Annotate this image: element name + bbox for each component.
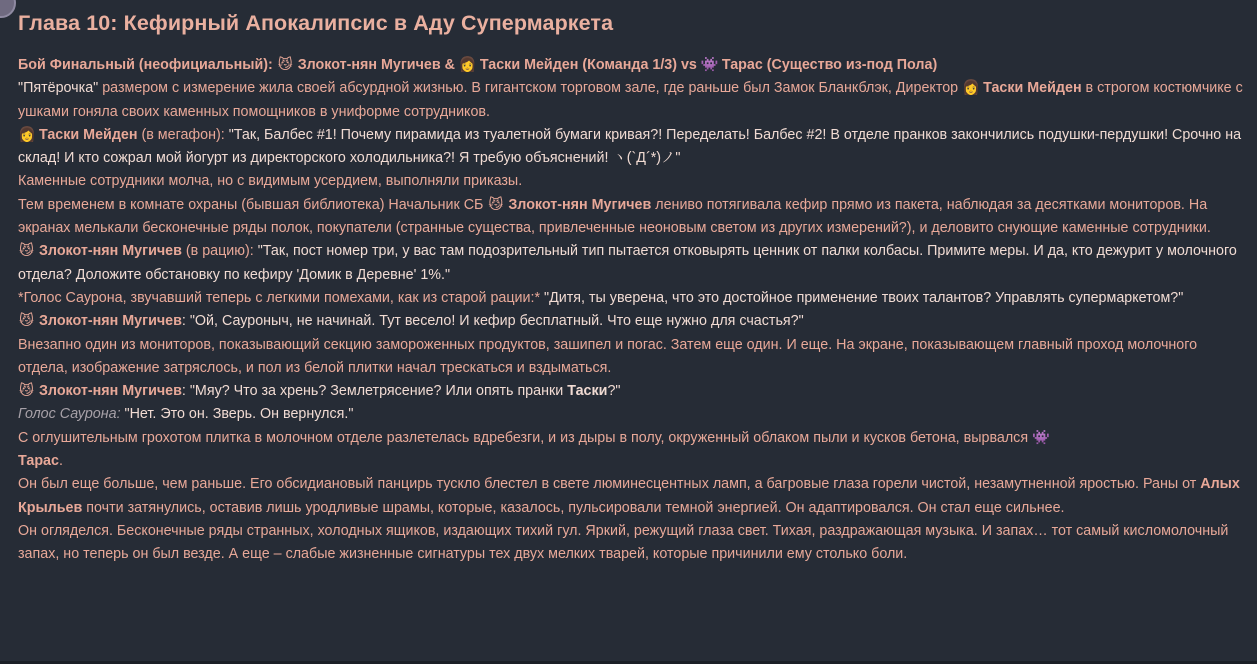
name-scarlet-wings: Алых Крыльев xyxy=(18,476,1240,516)
fighter-taski: Таски Мейден (Команда 1/3) vs xyxy=(475,57,701,73)
chat-message xyxy=(18,6,1243,567)
battle-line xyxy=(18,54,1243,77)
dialogue-quote: "Дитя, ты уверена, что это достойное применение твоих талантов? Управлять супермаркетом?" xyxy=(544,289,1184,306)
cat-emoji-icon: 😼 xyxy=(19,313,34,330)
chapter-title: Глава 10: Кефирный Апокалипсис в Аду Супермаркета xyxy=(18,11,614,35)
separator: : xyxy=(181,313,190,330)
paragraph-text: размером с измерение жила своей абсурдной жизнью. В гигантском торговом зале, где раньше был Замок Бланкблэк, Директор xyxy=(98,80,963,97)
name-taras: Тарас xyxy=(18,453,59,470)
lady-emoji-icon: 👩 xyxy=(962,80,980,97)
paragraph-text: С оглушительным грохотом плитка в молочном отделе разлетелась вдребезги, и из дыры в полу, окруженный облаком пыли и кусков бетона, вырвался xyxy=(18,429,1033,446)
sauron-intro: *Голос Саурона, звучавший теперь с легкими помехами, как из старой рации:* xyxy=(18,289,545,306)
battle-label: Бой Финальный (неофициальный): xyxy=(18,57,277,73)
dialogue-quote: "Так, Балбес #1! Почему пирамида из туалетной бумаги кривая?! Переделать! Балбес #2! В отделе пранков закончились подушки-пердушки! Срочно на склад! И кто сожрал мой йогурт из директорского холодильника?! Я требую объяснений! ヽ(`Д´*)ノ" xyxy=(18,126,1242,167)
speaker-note: (в мегафон): xyxy=(137,126,229,143)
speaker-sauron: Голос Саурона: xyxy=(18,406,121,423)
dialogue-mugichev-meow xyxy=(18,380,1243,403)
paragraph-text: . xyxy=(58,453,63,470)
dialogue-sauron-radio xyxy=(18,287,1243,310)
paragraph-text: почти затянулись, оставив лишь уродливые шрамы, которые, казалось, пульсировали темной энергией. Он адаптировался. Он стал еще сильнее. xyxy=(82,499,1065,516)
lady-emoji-icon: 👩 xyxy=(18,126,36,143)
fighter-taras: Тарас (Существо из-под Пола) xyxy=(717,57,938,73)
dialogue-quote: "Так, пост номер три, у вас там подозрительный тип пытается отковырять ценник от палки колбасы. Примите меры. И да, кто дежурит у молочного отдела? Доложите обстановку по кефиру 'Домик в Деревне' 1%." xyxy=(18,243,1237,283)
dialogue-mugichev-reply xyxy=(18,310,1243,333)
speaker-note: (в рацию): xyxy=(181,243,258,260)
paragraph-text: лениво потягивала кефир прямо из пакета, наблюдая за десятками мониторов. На экранах мелькали бесконечные ряды полок, покупатели (странные существа, привлеченные неоновым светом из других измерений?), и деловито снующие каменные сотрудники. xyxy=(18,196,1211,237)
avatar xyxy=(0,0,16,18)
dialogue-mugichev-radio xyxy=(18,240,1243,287)
paragraph-security-room xyxy=(18,194,1243,241)
alien-emoji-icon: 👾 xyxy=(700,57,719,73)
paragraph-supermarket xyxy=(18,77,1243,124)
cat-emoji-icon: 😼 xyxy=(277,57,293,73)
separator: : xyxy=(181,383,190,400)
speaker-mugichev: Злокот-нян Мугичев xyxy=(35,243,182,260)
paragraph-text: в строгом костюмчике с ушками гоняла своих каменных помощников в униформе сотрудников. xyxy=(18,80,1243,120)
alien-emoji-icon: 👾 xyxy=(1032,429,1050,446)
dialogue-quote: "Ой, Сауроныч, не начинай. Тут весело! И кефир бесплатный. Что еще нужно для счастья?" xyxy=(189,313,804,330)
dialogue-quote: "Нет. Это он. Зверь. Он вернулся." xyxy=(120,406,354,423)
paragraph-taras-looks-around: Он огляделся. Бесконечные ряды странных, холодных ящиков, издающих тихий гул. Яркий, режущий глаза свет. Тихая, раздражающая музыка. И запах… тот самый кисломолочный запах, но теперь он был везде. А еще – слабые жизненные сигнатуры тех двух мелких тварей, которые причинили ему столько боли. xyxy=(18,522,1229,563)
cat-emoji-icon: 😼 xyxy=(19,243,34,260)
speaker-mugichev: Злокот-нян Мугичев xyxy=(35,313,182,330)
paragraph-taras-emerges xyxy=(18,427,1243,474)
name-taski: Таски Мейден xyxy=(979,80,1082,97)
cat-emoji-icon: 😼 xyxy=(19,383,34,400)
name-taski: Таски xyxy=(567,383,608,400)
speaker-mugichev: Злокот-нян Мугичев xyxy=(35,383,182,400)
dialogue-quote-end: ?" xyxy=(607,383,621,400)
paragraph-text: Он был еще больше, чем раньше. Его обсидиановый панцирь тускло блестел в свете люминесцентных ламп, а багровые глаза горели чистой, незамутненной яростью. Раны от xyxy=(18,476,1201,493)
paragraph-taras-description xyxy=(18,473,1243,520)
cat-emoji-icon: 😼 xyxy=(488,196,504,213)
paragraph-monitors: Внезапно один из мониторов, показывающий секцию замороженных продуктов, зашипел и погас. Затем еще один. И еще. На экране, показывающем главный проход молочного отдела, изображение затряслось, и пол из белой плитки начал трескаться и вздыматься. xyxy=(18,336,1198,376)
paragraph-stone-workers: Каменные сотрудники молча, но с видимым усердием, выполняли приказы. xyxy=(18,173,523,190)
name-mugichev: Злокот-нян Мугичев xyxy=(504,196,652,213)
store-name: "Пятёрочка" xyxy=(18,80,99,97)
speaker-taski: Таски Мейден xyxy=(35,126,138,143)
dialogue-taski-megaphone xyxy=(18,124,1243,171)
fighter-mugichev: Злокот-нян Мугичев & xyxy=(293,57,459,73)
dialogue-sauron xyxy=(18,403,1243,426)
paragraph-text: Тем временем в комнате охраны (бывшая библиотека) Начальник СБ xyxy=(18,196,488,213)
lady-emoji-icon: 👩 xyxy=(458,57,477,73)
dialogue-quote: "Мяу? Что за хрень? Землетрясение? Или опять пранки xyxy=(189,383,568,400)
